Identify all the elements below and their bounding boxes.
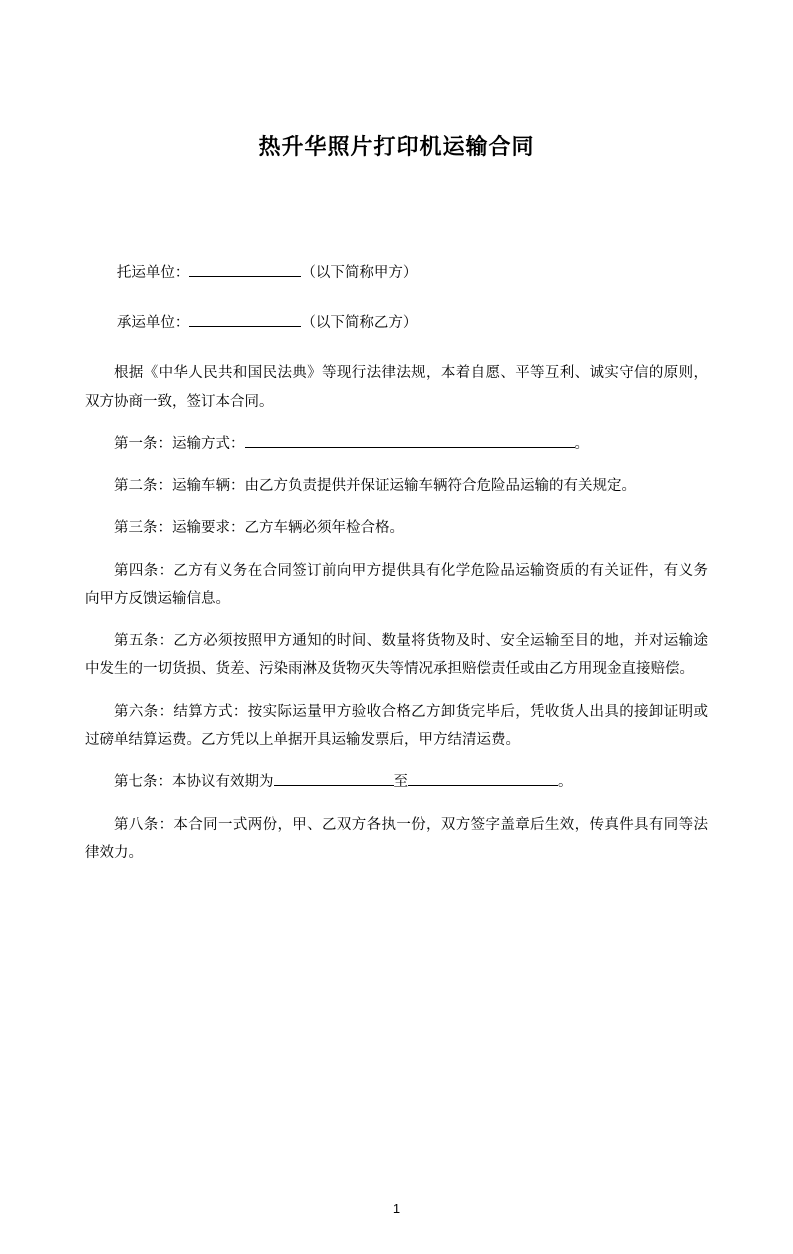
- clause-8: 第八条：本合同一式两份，甲、乙双方各执一份，双方签字盖章后生效，传真件具有同等法律效力。: [85, 816, 708, 861]
- party-blank-carrier[interactable]: [189, 326, 301, 327]
- party-line-carrier: [85, 309, 708, 337]
- preamble-paragraph: 根据《中华人民共和国民法典》等现行法律法规，本着自愿、平等互利、诚实守信的原则，双方协商一致，签订本合同。: [85, 365, 708, 410]
- party-label-consignor: 托运单位：: [116, 264, 190, 281]
- clause-1-text: 第一条：运输方式：: [114, 435, 245, 452]
- clause-3: 第三条：运输要求：乙方车辆必须年检合格。: [114, 520, 404, 537]
- party-suffix-carrier: （以下简称乙方）: [301, 315, 418, 332]
- clause-7-blank-end[interactable]: [408, 785, 558, 786]
- clause-1-suffix: 。: [574, 435, 589, 452]
- clause-1: [85, 430, 708, 458]
- clause-2: 第二条：运输车辆：由乙方负责提供并保证运输车辆符合危险品运输的有关规定。: [114, 478, 636, 495]
- clause-5: 第五条：乙方必须按照甲方通知的时间、数量将货物及时、安全运输至目的地，并对运输途中发生的一切货损、货差、污染雨淋及货物灭失等情况承担赔偿责任或由乙方用现金直接赔偿。: [85, 633, 708, 678]
- clause-1-blank[interactable]: [245, 447, 575, 448]
- party-label-carrier: 承运单位：: [116, 315, 190, 332]
- page-number: 1: [392, 1201, 401, 1216]
- clause-7-suffix: 。: [558, 774, 573, 791]
- clause-7-text: 第七条：本协议有效期为: [114, 774, 274, 791]
- clause-7-blank-start[interactable]: [274, 785, 394, 786]
- clause-7-middle: 至: [393, 774, 408, 791]
- party-blank-consignor[interactable]: [189, 276, 301, 277]
- document-body: [85, 259, 708, 867]
- clause-7: [85, 768, 708, 796]
- document-page: [0, 132, 793, 1254]
- party-suffix-consignor: （以下简称甲方）: [301, 264, 418, 281]
- page-title: 热升华照片打印机运输合同: [258, 134, 535, 159]
- clause-4: 第四条：乙方有义务在合同签订前向甲方提供具有化学危险品运输资质的有关证件，有义务向甲方反馈运输信息。: [85, 562, 708, 607]
- party-line-consignor: [85, 259, 708, 287]
- clause-6: 第六条：结算方式：按实际运量甲方验收合格乙方卸货完毕后，凭收货人出具的接卸证明或过磅单结算运费。乙方凭以上单据开具运输发票后，甲方结清运费。: [85, 703, 708, 748]
